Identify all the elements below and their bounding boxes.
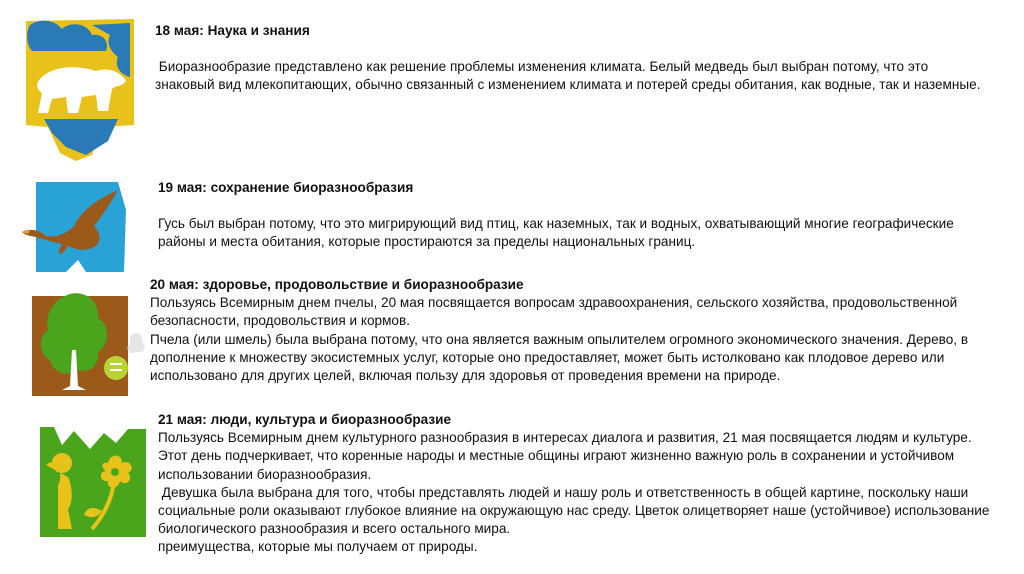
section-1-title: 18 мая: Наука и знания <box>155 23 310 38</box>
polar-bear-icon <box>22 15 140 163</box>
section-3-title: 20 мая: здоровье, продовольствие и биоразнообразие <box>150 277 524 292</box>
section-3-paragraph-2: Пчела (или шмель) была выбрана потому, что она является важным опылителем огромного экономического значения. Дерево, в дополнение к множеству экосистемных услуг, которые оно предоставляет, может быть истолковано как плодовое дерево или использовано для других целей, включая пользу для здоровья от проведения времени на природе. <box>150 331 969 384</box>
section-4-paragraph-2: Девушка была выбрана для того, чтобы представлять людей и нашу роль и ответственность в общей картине, поскольку наши социальные роли оказывают глубокое влияние на окружающую нас среду. Цветок олицетворяет наше (устойчивое) использование биологического разнообразия и всего остального мира. <box>158 484 994 537</box>
goose-logo <box>22 180 130 276</box>
section-1-paragraph-1: Биоразнообразие представлено как решение проблемы изменения климата. Белый медведь был выбран потому, что это знаковый вид млекопитающих, обычно связанный с изменением климата и потерей среды обитания, как водные, так и наземные. <box>155 59 981 93</box>
section-4-paragraph-1: Пользуясь Всемирным днем культурного разнообразия в интересах диалога и развития, 21 мая посвящается людям и культуре. Этот день подчеркивает, что коренные народы и местные общины играют жизненно важную роль в сохранении и устойчивом использовании биоразнообразия. <box>158 430 972 482</box>
section-2-title: 19 мая: сохранение биоразнообразия <box>158 180 414 195</box>
section-2-paragraph-1: Гусь был выбран потому, что это мигрирующий вид птиц, как наземных, так и водных, охватывающий многие географические районы и места обитания, которые простираются за пределы национальных границ. <box>158 216 954 250</box>
section-4-title: 21 мая: люди, культура и биоразнообразие <box>158 412 452 427</box>
girl-flower-logo <box>38 425 150 539</box>
polar-bear-logo <box>22 15 140 163</box>
tree-bee-logo <box>32 290 150 398</box>
girl-flower-icon <box>38 425 150 539</box>
section-4 <box>158 411 992 557</box>
tree-bee-icon <box>32 290 150 398</box>
section-2 <box>158 179 968 252</box>
section-1 <box>155 22 985 95</box>
goose-icon <box>22 180 130 276</box>
section-4-paragraph-3: преимущества, которые мы получаем от природы. <box>158 539 478 555</box>
section-3-paragraph-1: Пользуясь Всемирным днем пчелы, 20 мая посвящается вопросам здравоохранения, сельского хозяйства, продовольственной безопасности, продовольствия и кормов. <box>150 295 958 329</box>
section-3 <box>150 276 988 385</box>
